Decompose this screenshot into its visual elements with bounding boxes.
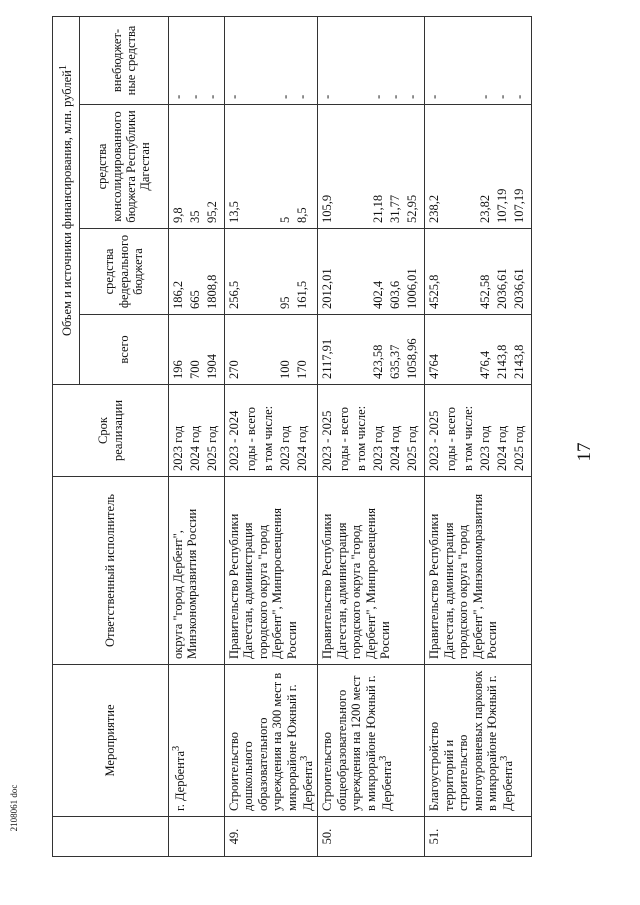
row-federal [169,229,225,315]
consolidated-value: 107,19 [512,188,527,223]
extra-value [261,22,278,99]
period-line: 2024 год [495,425,510,471]
federal-value: 665 [188,290,202,309]
period-line: в том числе: [461,405,476,471]
executor-line: Правительство Республики Дагестан, администрация городского округа "город Дербент", Минэкономразвития России [427,493,499,659]
total-value [354,320,371,379]
federal-value [354,234,371,309]
row-executor [169,477,225,665]
federal-value: 402,4 [371,280,386,309]
consolidated-value: 23,82 [478,194,493,223]
total-value: 2143,8 [495,344,510,379]
federal-value: 2012,01 [320,268,335,309]
federal-value [444,234,461,309]
federal-value: 2036,61 [512,268,527,309]
consolidated-value: 105,9 [320,194,335,223]
period-line: 2024 год [188,425,202,471]
extra-value: - [171,94,185,99]
event-footnote: 3 [298,755,310,761]
row-number [318,817,425,857]
program-table-page [52,17,572,857]
header-federal: средства федерального бюджета [80,229,169,315]
period-line: 2025 год [205,425,219,471]
extra-value: - [478,94,493,99]
total-value: 635,37 [388,344,403,379]
table-body [169,17,532,857]
federal-value: 1808,8 [205,274,219,309]
consolidated-value: 21,18 [371,194,386,223]
consolidated-value: 9,8 [171,207,185,223]
consolidated-value [461,110,478,223]
extra-value: - [405,94,420,99]
period-line: 2023 - 2025 [427,410,442,471]
row-consolidated [318,105,425,229]
consolidated-value: 52,95 [405,194,420,223]
federal-value: 186,2 [171,280,185,309]
period-line: 2023 год [171,425,185,471]
total-value: 1058,96 [405,338,420,379]
event-text: Благоустройство территорий и строительство многоуровневых парковок в микрорайоне Южный г. Дербента [427,670,516,811]
row-federal [425,229,532,315]
federal-value: 2036,61 [495,268,510,309]
total-value [461,320,478,379]
period-line: годы - всего [244,406,258,471]
period-line: в том числе: [261,405,275,471]
federal-value [261,234,278,309]
header-volume-group [53,17,80,385]
total-value: 100 [278,360,292,379]
period-line: годы - всего [337,406,352,471]
row-period [169,385,225,477]
consolidated-value: 8,5 [295,207,309,223]
event-text: Строительство дошкольного образовательного учреждения на 300 мест в микрорайоне Южный г. Дербента [227,672,316,811]
row-number-text: 50. [320,828,335,845]
federal-value: 452,58 [478,274,493,309]
extra-value: - [371,94,386,99]
footer-file-code: 2108061 doc [9,784,19,832]
row-number-text: 51. [427,828,442,845]
event-footnote: 3 [171,745,182,751]
table-row [169,17,225,857]
row-executor [425,477,532,665]
total-value: 2117,91 [320,338,335,379]
header-executor: Ответственный исполнитель [53,477,169,665]
period-line: 2023 - 2025 [320,410,335,471]
row-federal [318,229,425,315]
federal-value [337,234,354,309]
event-footnote: 3 [377,755,389,761]
financing-table [52,16,532,857]
consolidated-value: 107,19 [495,188,510,223]
total-value: 423,58 [371,344,386,379]
row-consolidated [225,105,318,229]
executor-line: Минэкономразвития России [185,508,200,659]
executor-line: округа "город Дербент", [171,530,185,659]
total-value [261,320,278,379]
table-row [318,17,425,857]
extra-value: - [205,94,219,99]
event-footnote: 3 [499,755,511,761]
row-extra [318,17,425,105]
header-event: Мероприятие [53,665,169,817]
period-line: 2024 год [295,425,309,471]
row-federal [225,229,318,315]
federal-value: 603,6 [388,280,403,309]
total-value: 196 [171,360,185,379]
table-row [225,17,318,857]
period-line: 2023 - 2024 [227,410,241,471]
consolidated-value: 35 [188,210,202,223]
header-total: всего [80,315,169,385]
extra-value: - [495,94,510,99]
period-line: 2023 год [478,425,493,471]
header-volume-group-label: Объем и источники финансирования, млн. рублей [59,70,74,337]
total-value: 1904 [205,354,219,379]
row-period [318,385,425,477]
extra-value [354,22,371,99]
executor-line: Правительство Республики Дагестан, администрация городского округа "город Дербент", Минпросвещения России [227,508,299,659]
total-value: 4764 [427,354,442,379]
extra-value [244,22,261,99]
extra-value: - [320,94,335,99]
total-value: 270 [227,360,241,379]
total-value: 170 [295,360,309,379]
consolidated-value: 95,2 [205,201,219,223]
consolidated-value: 238,2 [427,194,442,223]
consolidated-value: 31,77 [388,194,403,223]
row-number [425,817,532,857]
extra-value [461,22,478,99]
period-line: 2023 год [371,425,386,471]
federal-value: 256,5 [227,280,241,309]
extra-value: - [188,94,202,99]
period-line: годы - всего [444,406,459,471]
document-rotated-wrapper [52,17,572,857]
total-value: 476,4 [478,350,493,379]
page-number: 17 [574,442,595,462]
period-line: 2025 год [512,425,527,471]
total-value [337,320,354,379]
executor-line: Правительство Республики Дагестан, администрация городского округа "город Дербент", Минпросвещения России [320,508,392,659]
extra-value: - [295,94,309,99]
header-extra: внебюджет-ные средства [80,17,169,105]
row-event [169,665,225,817]
row-period [425,385,532,477]
federal-value: 1006,01 [405,268,420,309]
row-total [169,315,225,385]
extra-value: - [227,94,241,99]
extra-value [337,22,354,99]
row-total [318,315,425,385]
row-executor [318,477,425,665]
period-line: 2024 год [388,425,403,471]
extra-value: - [512,94,527,99]
row-total [425,315,532,385]
row-event [425,665,532,817]
extra-value [444,22,461,99]
row-event [318,665,425,817]
row-period [225,385,318,477]
row-number [169,817,225,857]
header-num [53,817,169,857]
federal-value: 161,5 [295,280,309,309]
row-consolidated [169,105,225,229]
federal-value: 4525,8 [427,274,442,309]
row-total [225,315,318,385]
period-line: 2023 год [278,425,292,471]
total-value: 2143,8 [512,344,527,379]
consolidated-value: 13,5 [227,201,241,223]
header-period: Срок реализации [53,385,169,477]
header-volume-footnote: 1 [57,64,69,71]
federal-value [244,234,261,309]
row-consolidated [425,105,532,229]
event-text: Строительство общеобразовательного учреждения на 1200 мест в микрорайоне Южный г. Дербента [320,675,395,811]
federal-value [461,234,478,309]
row-number-text: 49. [227,828,241,845]
consolidated-value [244,110,261,223]
row-number [225,817,318,857]
federal-value: 95 [278,296,292,309]
extra-value: - [427,94,442,99]
consolidated-value [337,110,354,223]
consolidated-value [444,110,461,223]
extra-value: - [388,94,403,99]
consolidated-value: 5 [278,216,292,223]
period-line: 2025 год [405,425,420,471]
row-executor [225,477,318,665]
row-extra [225,17,318,105]
event-text: г. Дербента [173,750,188,811]
row-extra [169,17,225,105]
header-consolidated: средства консолидированного бюджета Республики Дагестан [80,105,169,229]
consolidated-value [261,110,278,223]
total-value [444,320,461,379]
table-row [425,17,532,857]
consolidated-value [354,110,371,223]
total-value: 700 [188,360,202,379]
total-value [244,320,261,379]
extra-value: - [278,94,292,99]
row-event [225,665,318,817]
period-line: в том числе: [354,405,369,471]
row-extra [425,17,532,105]
